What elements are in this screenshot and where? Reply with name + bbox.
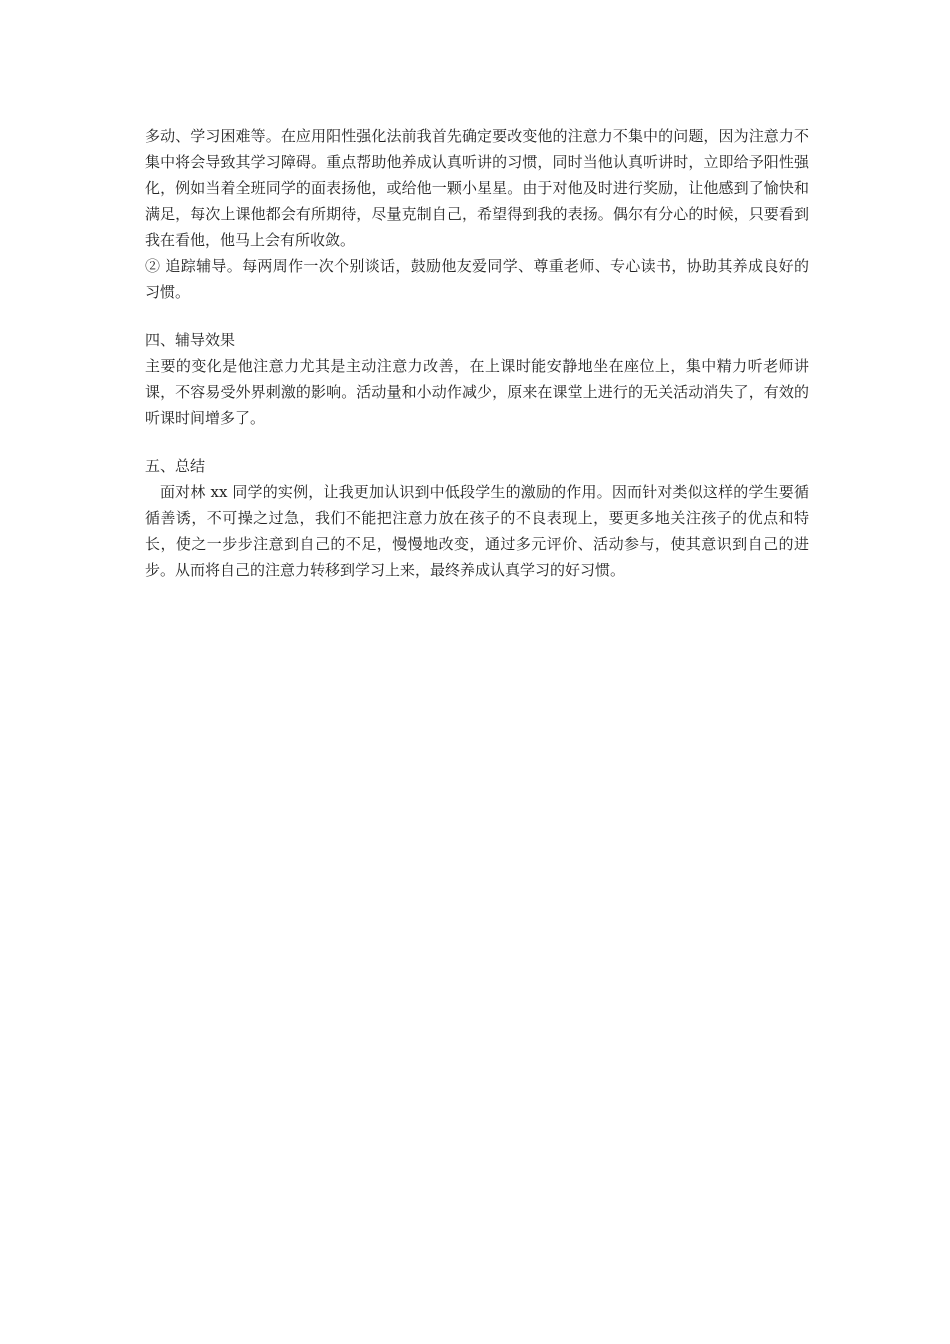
paragraph-summary: 面对林 xx 同学的实例，让我更加认识到中低段学生的激励的作用。因而针对类似这样的学生要循循善诱，不可操之过急，我们不能把注意力放在孩子的不良表现上，要更多地关注孩子的优点和特长，使之一步步注意到自己的不足，慢慢地改变，通过多元评价、活动参与，使其意识到自己的进步。从而将自己的注意力转移到学习上来，最终养成认真学习的好习惯。 xyxy=(145,483,809,579)
paragraph-gap xyxy=(145,305,809,327)
paragraph-follow-up-counseling: ② 追踪辅导。每两周作一次个别谈话，鼓励他友爱同学、尊重老师、专心读书，协助其养成良好的习惯。 xyxy=(145,257,809,301)
section-heading-summary: 五、总结 xyxy=(145,457,206,475)
paragraph-gap xyxy=(145,431,809,453)
document-body xyxy=(145,123,809,583)
paragraph-effect: 主要的变化是他注意力尤其是主动注意力改善，在上课时能安静地坐在座位上，集中精力听老师讲课，不容易受外界刺激的影响。活动量和小动作减少，原来在课堂上进行的无关活动消失了，有效的听课时间增多了。 xyxy=(145,357,809,427)
section-heading-effect: 四、辅导效果 xyxy=(145,331,236,349)
paragraph-positive-reinforcement: 多动、学习困难等。在应用阳性强化法前我首先确定要改变他的注意力不集中的问题，因为注意力不集中将会导致其学习障碍。重点帮助他养成认真听讲的习惯，同时当他认真听讲时，立即给予阳性强化，例如当着全班同学的面表扬他，或给他一颗小星星。由于对他及时进行奖励，让他感到了愉快和满足，每次上课他都会有所期待，尽量克制自己，希望得到我的表扬。偶尔有分心的时候，只要看到我在看他，他马上会有所收敛。 xyxy=(145,127,809,249)
